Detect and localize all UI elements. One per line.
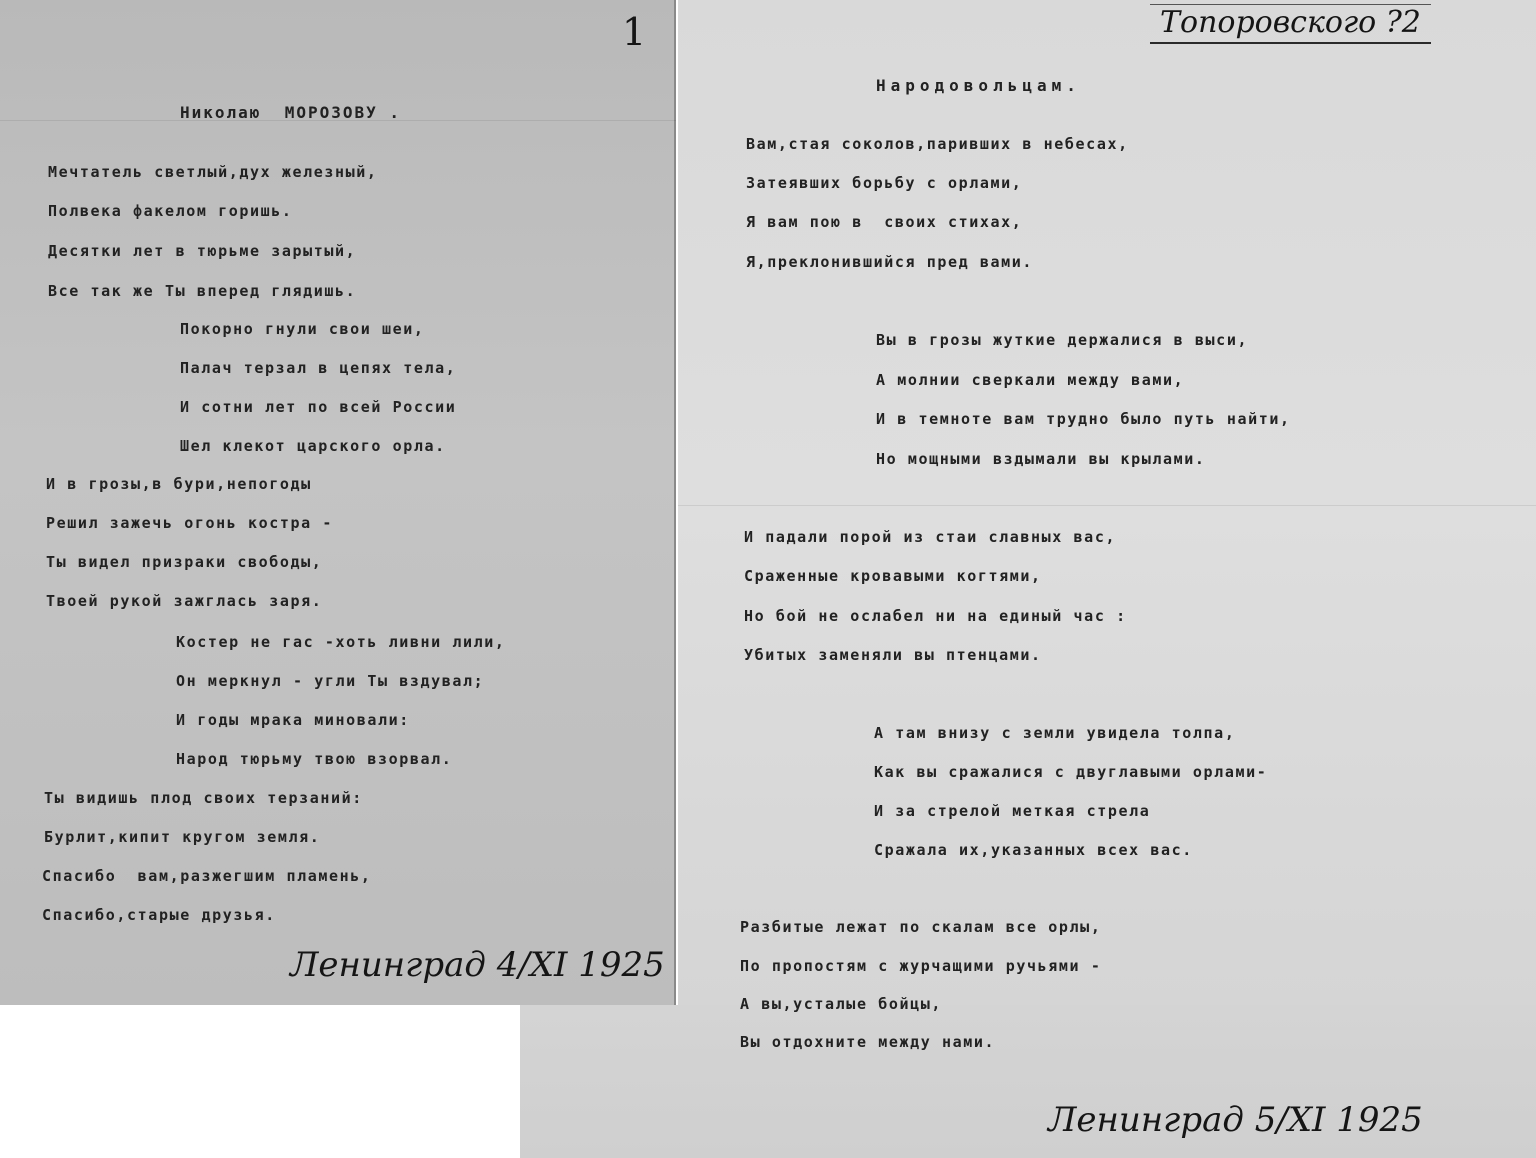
left-poem-line: И в грозы,в бури,непогоды bbox=[46, 475, 312, 493]
left-poem-line: Все так же Ты вперед глядишь. bbox=[48, 282, 357, 300]
right-poem-line: Сражала их,указанных всех вас. bbox=[874, 841, 1193, 859]
left-poem-line: Костер не гас -хоть ливни лили, bbox=[176, 633, 506, 651]
left-signature: Ленинград 4/XI 1925 bbox=[290, 945, 665, 985]
left-poem-title: Николаю МОРОЗОВУ . bbox=[180, 103, 402, 122]
left-poem-line: Полвека факелом горишь. bbox=[48, 202, 293, 220]
left-poem-line: Мечтатель светлый,дух железный, bbox=[48, 163, 378, 181]
right-poem-line: Сраженные кровавыми когтями, bbox=[744, 567, 1042, 585]
right-poem-line: Вы отдохните между нами. bbox=[740, 1033, 996, 1051]
right-poem-line: По пропостям с журчащими ручьями - bbox=[740, 957, 1102, 975]
right-poem-line: Затеявших борьбу с орлами, bbox=[746, 174, 1023, 192]
page-number: 1 bbox=[622, 10, 647, 54]
right-poem-line: И падали порой из стаи славных вас, bbox=[744, 528, 1117, 546]
right-signature: Ленинград 5/XI 1925 bbox=[1048, 1100, 1423, 1140]
left-poem-line: Палач терзал в цепях тела, bbox=[180, 359, 457, 377]
left-poem-line: Спасибо вам,разжегшим пламень, bbox=[42, 867, 372, 885]
blank-background bbox=[0, 1005, 520, 1158]
left-poem-line: Бурлит,кипит кругом земля. bbox=[44, 828, 321, 846]
right-poem-title: Народовольцам. bbox=[876, 76, 1081, 95]
left-poem-line: Ты видишь плод своих терзаний: bbox=[44, 789, 363, 807]
right-poem-line: Я,преклонившийся пред вами. bbox=[746, 253, 1034, 271]
right-poem-line: Убитых заменяли вы птенцами. bbox=[744, 646, 1042, 664]
left-document-sheet bbox=[0, 0, 676, 1005]
right-poem-line: Как вы сражалися с двуглавыми орлами- bbox=[874, 763, 1268, 781]
left-poem-line: Десятки лет в тюрьме зарытый, bbox=[48, 242, 357, 260]
fold-line bbox=[678, 505, 1536, 506]
left-poem-line: Спасибо,старые друзья. bbox=[42, 906, 276, 924]
right-poem-line: Но мощными вздымали вы крылами. bbox=[876, 450, 1206, 468]
right-poem-line: И за стрелой меткая стрела bbox=[874, 802, 1151, 820]
left-poem-line: Народ тюрьму твою взорвал. bbox=[176, 750, 453, 768]
right-poem-line: Я вам пою в своих стихах, bbox=[746, 213, 1023, 231]
right-poem-line: А вы,усталые бойцы, bbox=[740, 995, 942, 1013]
left-poem-line: Решил зажечь огонь костра - bbox=[46, 514, 334, 532]
right-poem-line: А там внизу с земли увидела толпа, bbox=[874, 724, 1236, 742]
left-poem-line: Шел клекот царского орла. bbox=[180, 437, 446, 455]
handwritten-header: Топоровского ?2 bbox=[1160, 5, 1421, 40]
left-poem-line: Ты видел призраки свободы, bbox=[46, 553, 323, 571]
right-poem-line: Вы в грозы жуткие держалися в выси, bbox=[876, 331, 1249, 349]
left-poem-line: И сотни лет по всей России bbox=[180, 398, 457, 416]
left-poem-line: Твоей рукой зажглась заря. bbox=[46, 592, 323, 610]
left-poem-line: Он меркнул - угли Ты вздувал; bbox=[176, 672, 485, 690]
right-poem-line: Но бой не ослабел ни на единый час : bbox=[744, 607, 1127, 625]
left-poem-line: И годы мрака миновали: bbox=[176, 711, 410, 729]
right-poem-line: И в темноте вам трудно было путь найти, bbox=[876, 410, 1291, 428]
right-poem-line: А молнии сверкали между вами, bbox=[876, 371, 1185, 389]
left-poem-line: Покорно гнули свои шеи, bbox=[180, 320, 425, 338]
right-poem-line: Разбитые лежат по скалам все орлы, bbox=[740, 918, 1102, 936]
right-poem-line: Вам,стая соколов,паривших в небесах, bbox=[746, 135, 1129, 153]
handwritten-header-stamp bbox=[1150, 4, 1431, 44]
